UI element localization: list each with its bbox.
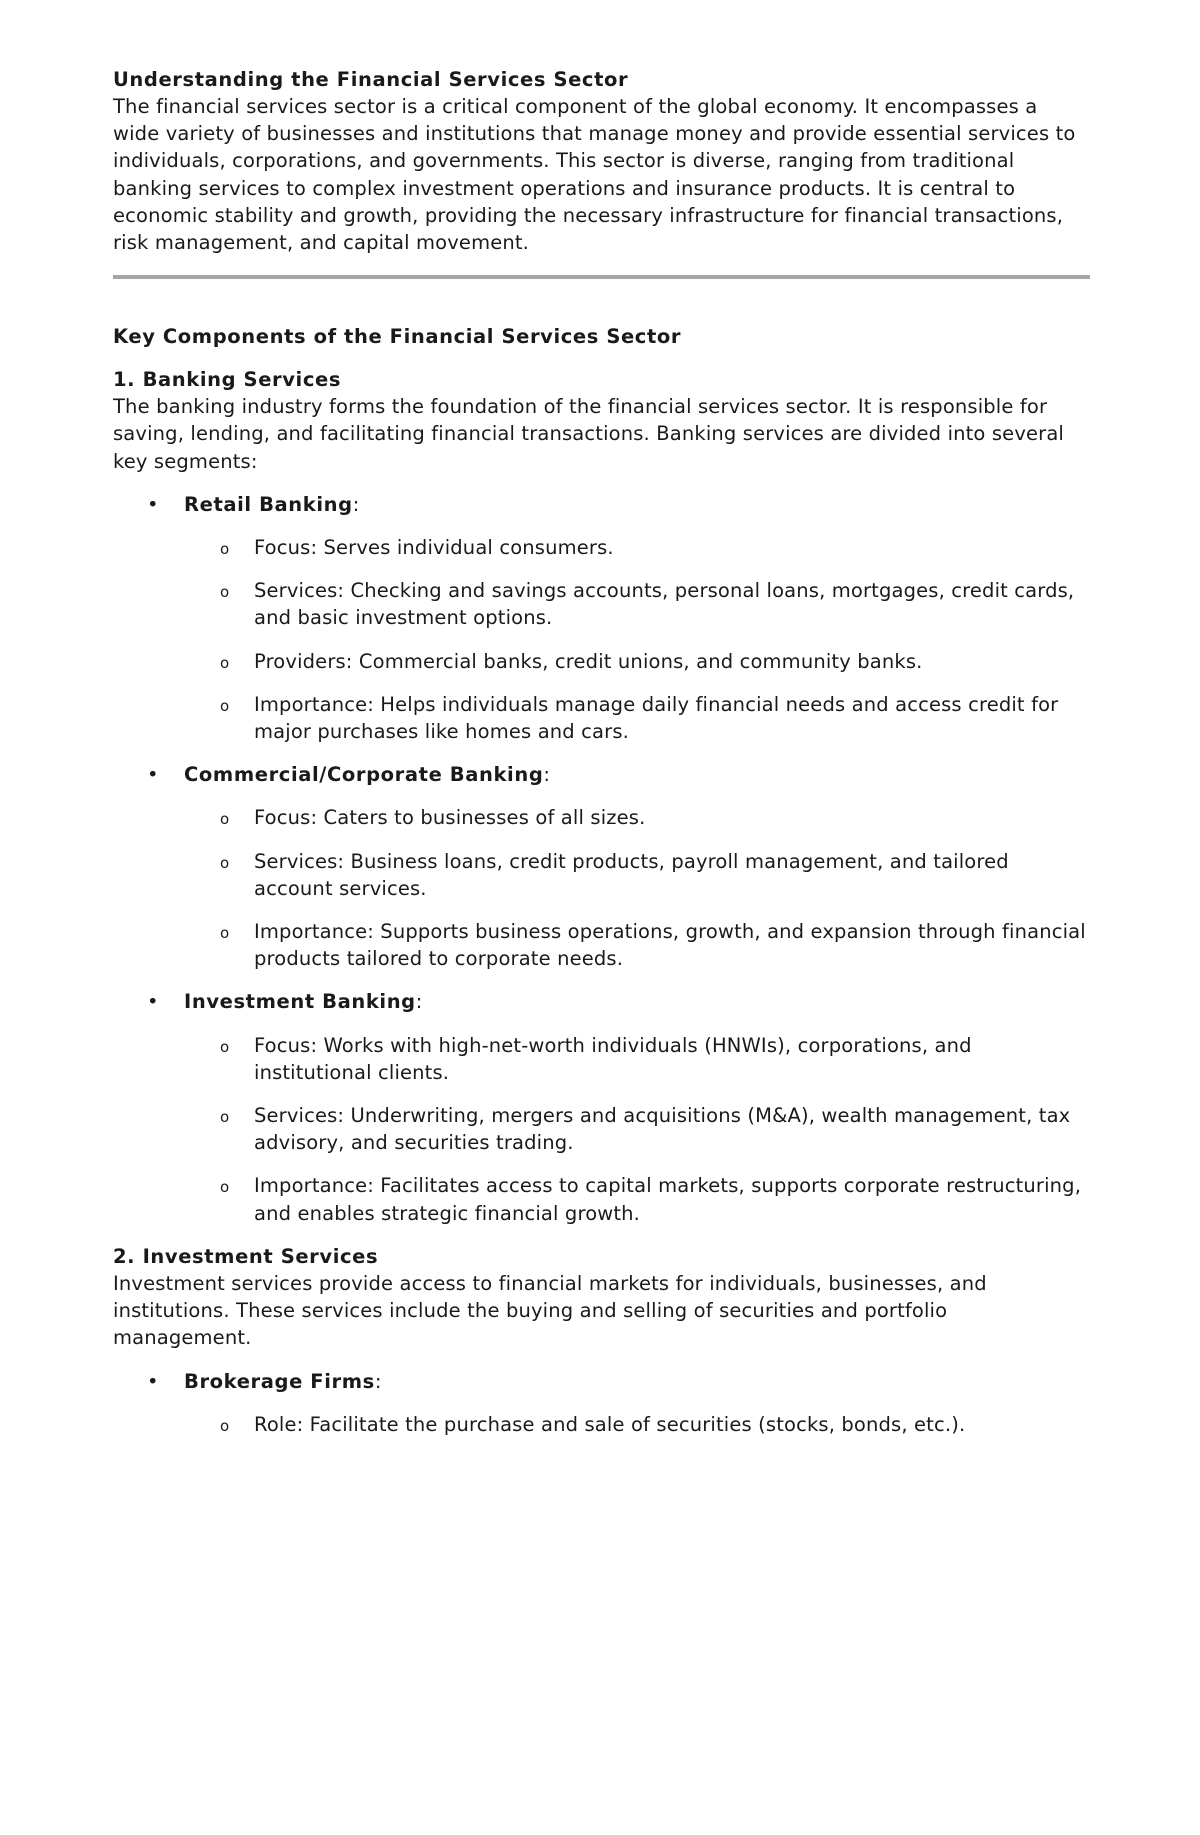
sub-item <box>113 648 1090 675</box>
sub-marker: o <box>220 1108 230 1127</box>
sub-item-text: Importance: Facilitates access to capital markets, supports corporate restructuring, and enables strategic financial growth. <box>254 1174 1082 1225</box>
sub-item <box>113 918 1090 972</box>
list-item-commercial-banking <box>113 761 1090 972</box>
sub-marker: o <box>220 853 230 872</box>
sub-item-text: Focus: Serves individual consumers. <box>254 536 614 560</box>
colon: : <box>415 990 423 1014</box>
bullet-title: Brokerage Firms <box>184 1369 375 1393</box>
sub-list <box>184 804 1090 972</box>
investment-services-heading: 2. Investment Services <box>113 1244 379 1268</box>
sub-item-text: Focus: Works with high-net-worth individuals (HNWIs), corporations, and institutional clients. <box>254 1033 972 1084</box>
bullet-marker: • <box>147 763 159 787</box>
bullet-title: Investment Banking <box>184 990 416 1014</box>
sub-item-text: Services: Underwriting, mergers and acquisitions (M&A), wealth management, tax advisory, and securities trading. <box>254 1104 1071 1155</box>
sub-marker: o <box>220 583 230 602</box>
sub-item-text: Importance: Supports business operations, growth, and expansion through financial products tailored to corporate needs. <box>254 920 1086 971</box>
colon: : <box>543 763 550 787</box>
sub-item <box>113 1032 1090 1086</box>
horizontal-divider <box>113 275 1090 279</box>
bullet-marker: • <box>147 1369 159 1393</box>
banking-segments-list <box>113 491 1090 1227</box>
sub-item <box>113 1102 1090 1156</box>
colon: : <box>352 492 360 516</box>
list-item-brokerage-firms <box>113 1368 1090 1438</box>
document-title: Understanding the Financial Services Sector <box>113 68 629 91</box>
sub-list <box>184 1411 1090 1438</box>
sub-marker: o <box>220 696 230 715</box>
sub-item <box>113 1172 1090 1226</box>
sub-item <box>113 848 1090 902</box>
list-item-investment-banking <box>113 988 1090 1226</box>
sub-marker: o <box>220 1037 230 1056</box>
intro-paragraph: The financial services sector is a critical component of the global economy. It encompasses a wide variety of businesses and institutions that manage money and provide essential services to individuals, corporations, and governments. This sector is diverse, ranging from traditional banking services to complex investment operations and insurance products. It is central to economic stability and growth, providing the necessary infrastructure for financial transactions, risk management, and capital movement. <box>113 95 1076 255</box>
sub-list <box>184 534 1090 745</box>
sub-item-text: Services: Checking and savings accounts, personal loans, mortgages, credit cards, and basic investment options. <box>254 579 1075 630</box>
sub-item-text: Importance: Helps individuals manage daily financial needs and access credit for major purchases like homes and cars. <box>254 692 1059 744</box>
bullet-marker: • <box>147 492 159 516</box>
sub-marker: o <box>220 1416 230 1435</box>
sub-item-text: Role: Facilitate the purchase and sale of securities (stocks, bonds, etc.). <box>254 1412 966 1436</box>
sub-item <box>113 691 1090 745</box>
sub-item-text: Providers: Commercial banks, credit unions, and community banks. <box>254 649 923 673</box>
sub-marker: o <box>220 653 230 672</box>
sub-marker: o <box>220 540 230 559</box>
bullet-title: Commercial/Corporate Banking <box>184 763 544 787</box>
banking-services-heading: 1. Banking Services <box>113 368 342 392</box>
banking-intro-paragraph: The banking industry forms the foundation of the financial services sector. It is responsible for saving, lending, and facilitating financial transactions. Banking services are divided into several key segments: <box>113 395 1064 473</box>
bullet-marker: • <box>147 990 159 1014</box>
sub-item-text: Services: Business loans, credit products, payroll management, and tailored account services. <box>254 849 1009 900</box>
sub-item <box>113 1411 1090 1438</box>
key-components-heading: Key Components of the Financial Services Sector <box>113 325 682 349</box>
list-item-retail-banking <box>113 491 1090 745</box>
sub-item-text: Focus: Caters to businesses of all sizes. <box>254 806 646 830</box>
sub-marker: o <box>220 1178 230 1197</box>
sub-list <box>184 1032 1090 1227</box>
colon: : <box>374 1369 382 1393</box>
bullet-title: Retail Banking <box>184 492 353 516</box>
sub-marker: o <box>220 810 230 829</box>
sub-item <box>113 577 1090 631</box>
sub-marker: o <box>220 924 230 943</box>
investment-list <box>113 1368 1090 1438</box>
sub-item <box>113 534 1090 561</box>
sub-item <box>113 804 1090 831</box>
investment-intro-paragraph: Investment services provide access to financial markets for individuals, businesses, and institutions. These services include the buying and selling of securities and portfolio management. <box>113 1271 987 1350</box>
